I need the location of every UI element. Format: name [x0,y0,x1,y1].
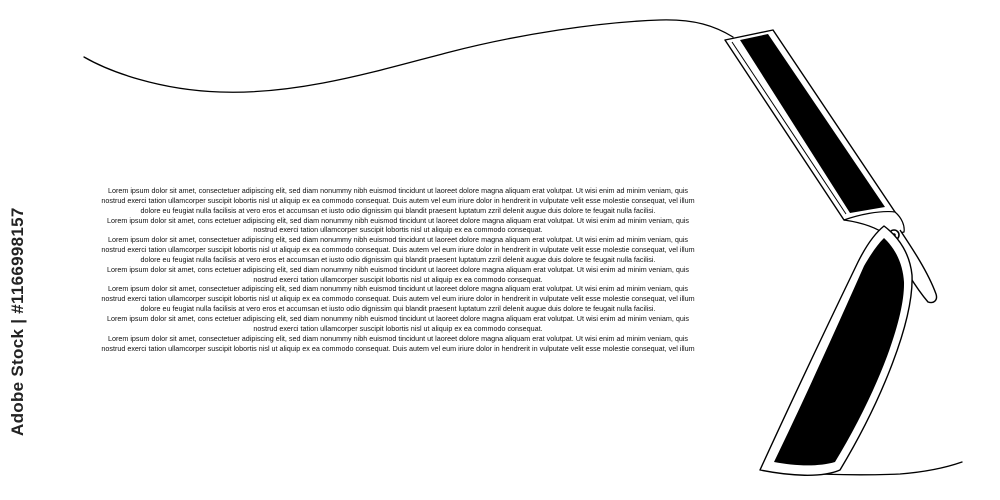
continuous-line-top [84,20,733,92]
stock-credit-label: Adobe Stock | #1166998157 [8,207,27,436]
text-line: nostrud exerci tation ullamcorper suscipit lobortis nisl ut aliquip ex ea commodo consequat. Duis autem vel eum iriure dolor in hendrerit in vulputate velit esse molestie consequat, vel illum [101,343,695,353]
text-line: Lorem ipsum dolor sit amet, cons ectetuer adipiscing elit, sed diam nonummy nibh euismod tincidunt ut laoreet dolore magna aliquam erat volutpat. Ut wisi enim ad minim veniam, quis [106,313,690,323]
text-line: Lorem ipsum dolor sit amet, consectetuer adipiscing elit, sed diam nonummy nibh euismod tincidunt ut laoreet dolore magna aliquam erat volutpat. Ut wisi enim ad minim veniam, quis [107,284,689,294]
razor-handle [774,238,904,465]
text-line: nostrud exerci tation ullamcorper suscipit lobortis nisl ut aliquip ex ea commodo consequat. [253,225,543,235]
text-line: nostrud exerci tation ullamcorper suscipit lobortis nisl ut aliquip ex ea commodo consequat. [253,323,543,333]
straight-razor-icon [725,30,937,475]
text-line: nostrud exerci tation ullamcorper suscipit lobortis nisl ut aliquip ex ea commodo consequat. Duis autem vel eum iriure dolor in hendrerit in vulputate velit esse molestie consequat, vel illum [101,294,695,304]
lorem-text-block [84,186,712,353]
text-line: Lorem ipsum dolor sit amet, consectetuer adipiscing elit, sed diam nonummy nibh euismod tincidunt ut laoreet dolore magna aliquam erat volutpat. Ut wisi enim ad minim veniam, quis [107,235,689,245]
text-line: Lorem ipsum dolor sit amet, cons ectetuer adipiscing elit, sed diam nonummy nibh euismod tincidunt ut laoreet dolore magna aliquam erat volutpat. Ut wisi enim ad minim veniam, quis [106,264,690,274]
text-line: nostrud exerci tation ullamcorper suscipit lobortis nisl ut aliquip ex ea commodo consequat. [253,274,543,284]
text-line: nostrud exerci tation ullamcorper suscipit lobortis nisl ut aliquip ex ea commodo consequat. Duis autem vel eum iriure dolor in hendrerit in vulputate velit esse molestie consequat, vel illum [101,245,695,255]
text-line: dolore eu feugiat nulla facilisis at vero eros et accumsan et iusto odio dignissim qui blandit praesent luptatum zzril delenit augue duis dolore te feugait nulla facilisi. [140,254,656,264]
text-line: dolore eu feugiat nulla facilisis at vero eros et accumsan et iusto odio dignissim qui blandit praesent luptatum zzril delenit augue duis dolore te feugait nulla facilisi. [140,304,656,314]
text-line: Lorem ipsum dolor sit amet, consectetuer adipiscing elit, sed diam nonummy nibh euismod tincidunt ut laoreet dolore magna aliquam erat volutpat. Ut wisi enim ad minim veniam, quis [107,333,689,343]
text-line: Lorem ipsum dolor sit amet, cons ectetuer adipiscing elit, sed diam nonummy nibh euismod tincidunt ut laoreet dolore magna aliquam erat volutpat. Ut wisi enim ad minim veniam, quis [106,215,690,225]
text-line: Lorem ipsum dolor sit amet, consectetuer adipiscing elit, sed diam nonummy nibh euismod tincidunt ut laoreet dolore magna aliquam erat volutpat. Ut wisi enim ad minim veniam, quis [107,186,689,195]
razor-blade [740,34,885,213]
text-line: nostrud exerci tation ullamcorper suscipit lobortis nisl ut aliquip ex ea commodo consequat. Duis autem vel eum iriure dolor in hendrerit in vulputate velit esse molestie consequat, vel illum [101,195,695,205]
text-line: dolore eu feugiat nulla facilisis at vero eros et accumsan et iusto odio dignissim qui blandit praesent luptatum zzril delenit augue duis dolore te feugait nulla facilisi. [140,205,656,215]
